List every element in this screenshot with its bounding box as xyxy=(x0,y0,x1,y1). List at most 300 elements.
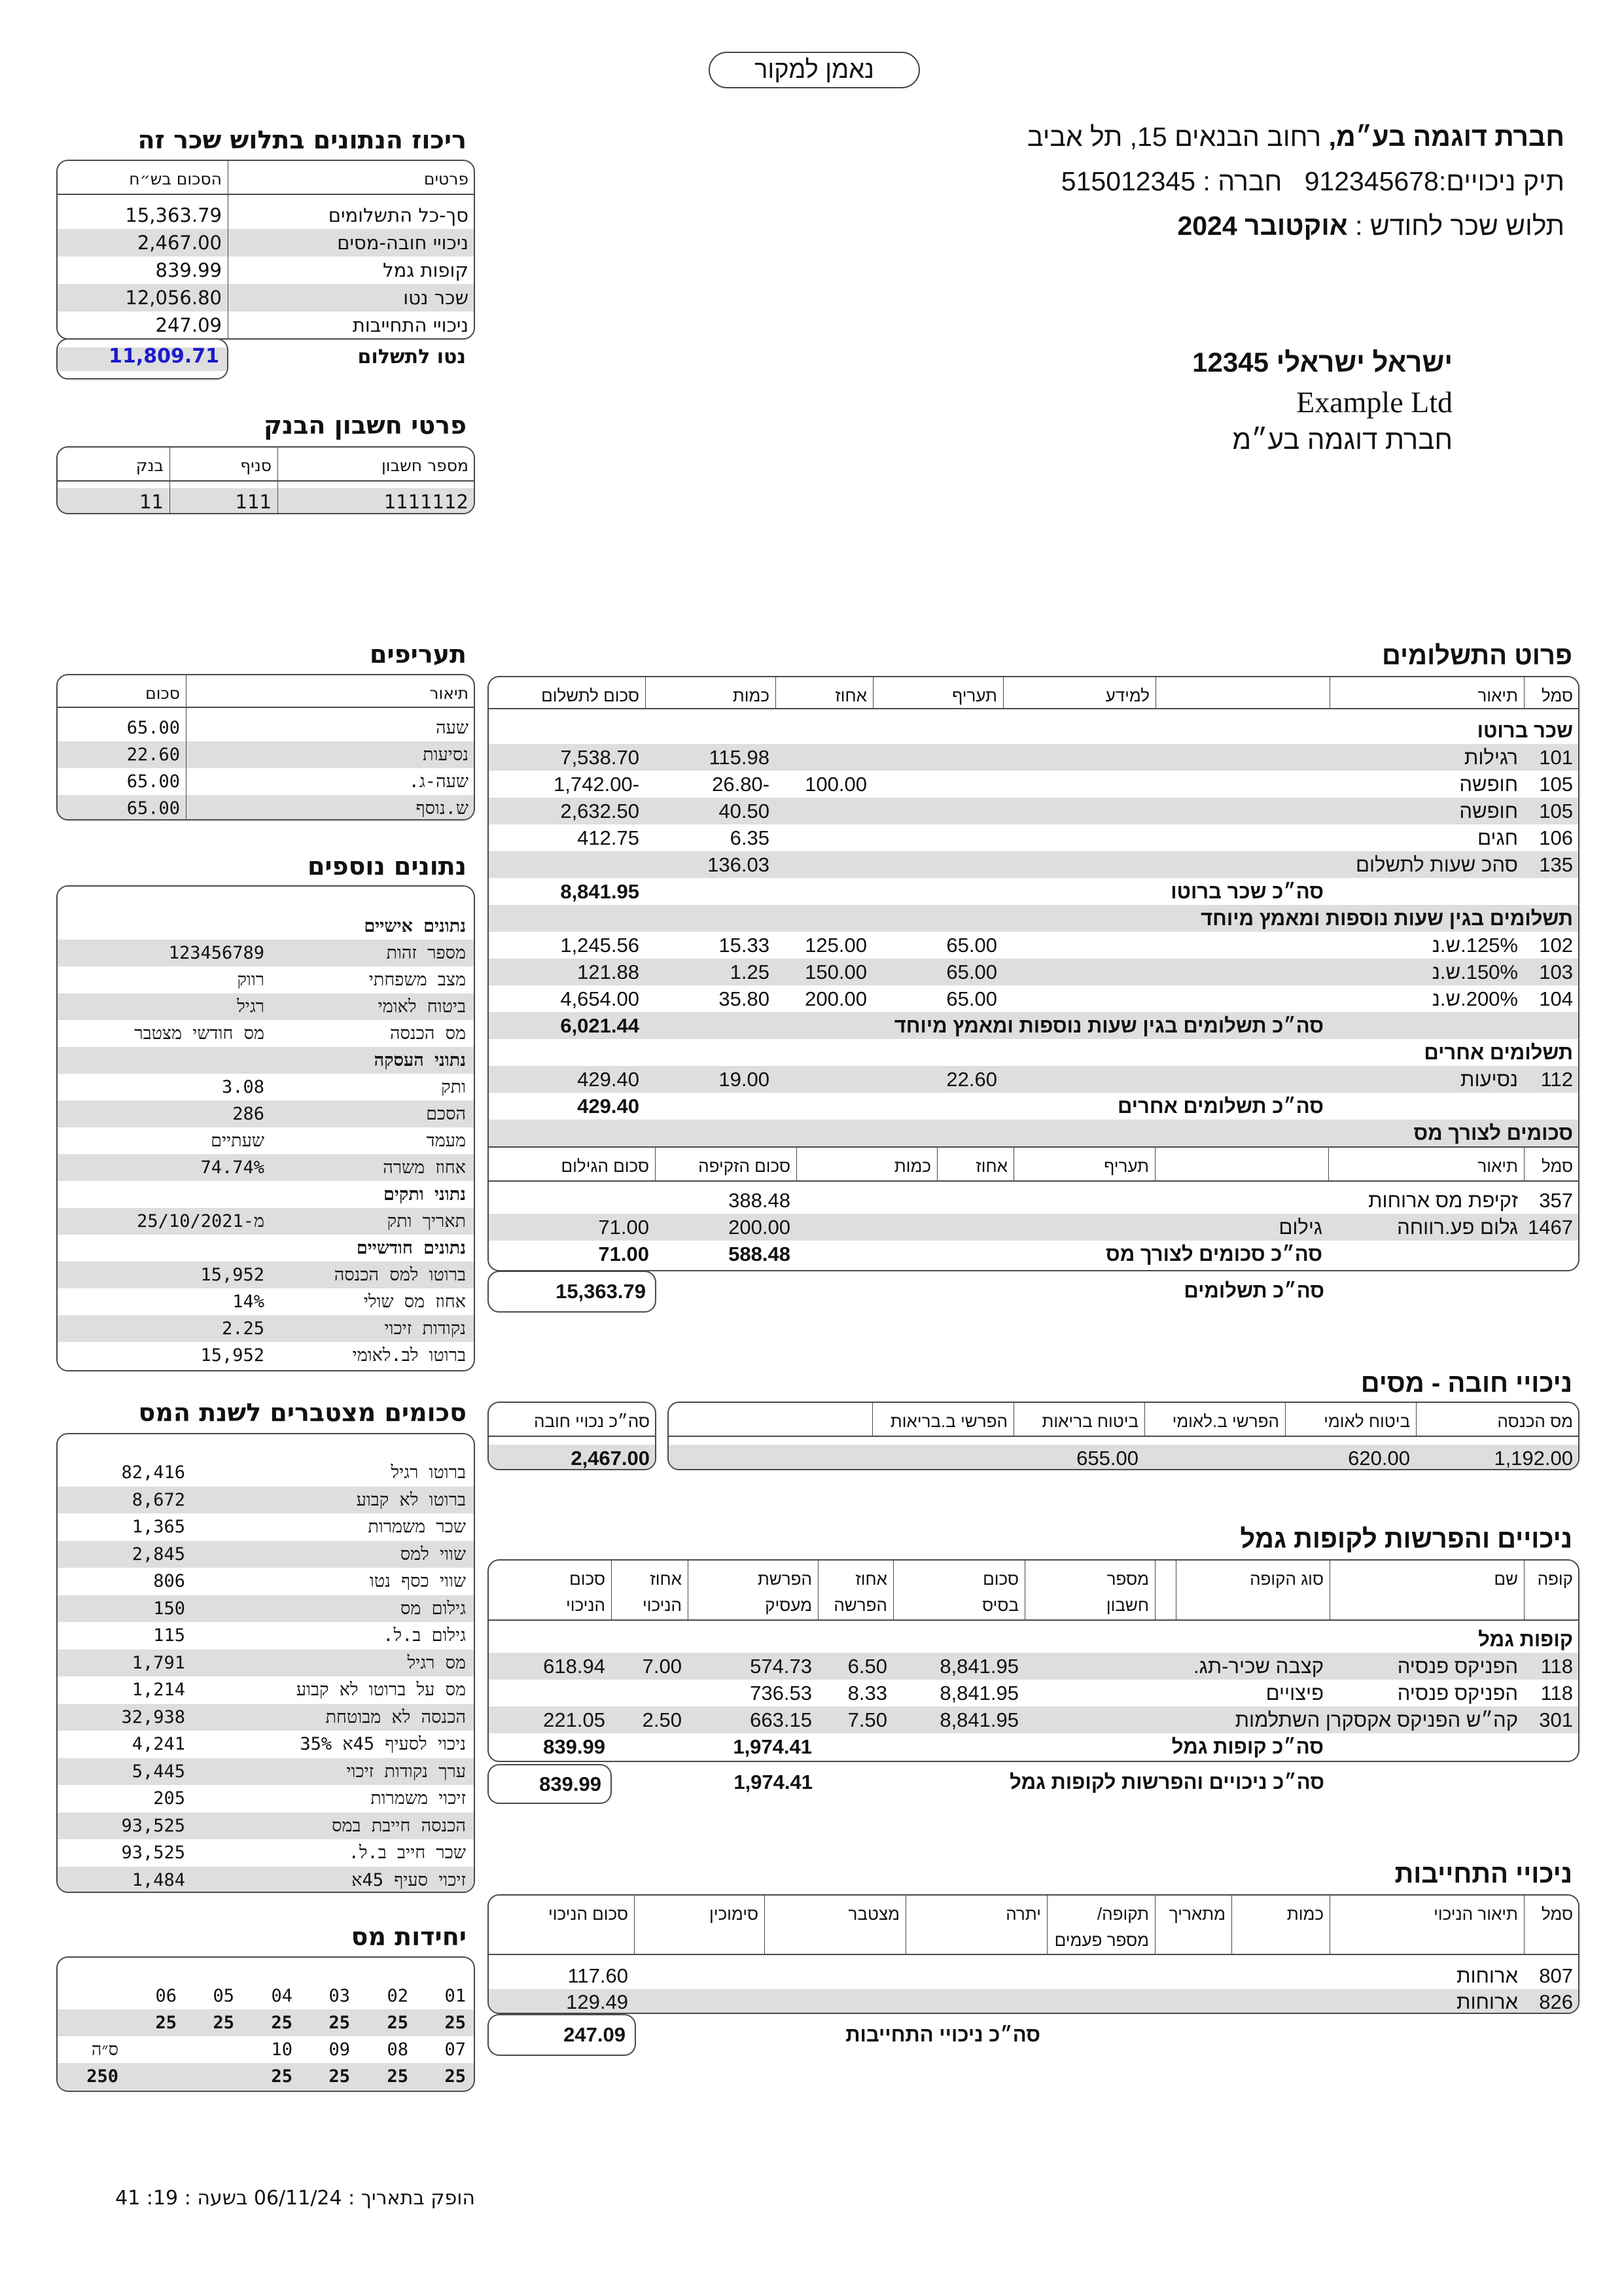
table-row xyxy=(489,1626,1578,1653)
table-row xyxy=(489,1241,1578,1267)
table-row xyxy=(489,798,1578,824)
payments-total-label: סה״כ תשלומים xyxy=(1184,1279,1324,1302)
table-cell xyxy=(1155,1039,1329,1066)
table-cell: 250 xyxy=(86,2066,118,2087)
column-header: סכום הזקיפה xyxy=(698,1156,790,1176)
table-cell xyxy=(610,1733,687,1760)
table-cell xyxy=(489,1039,644,1066)
table-cell: 22.60 xyxy=(126,745,180,765)
table-cell xyxy=(872,878,1002,905)
table-cell xyxy=(489,1680,610,1706)
table-cell: 125.00 xyxy=(805,933,867,957)
table-cell: 106 xyxy=(1539,826,1573,849)
column-header: סכום הניכוי xyxy=(548,1904,628,1924)
table-row xyxy=(58,1541,474,1568)
table-cell: 12,056.80 xyxy=(125,287,222,309)
table-cell: 1111112 xyxy=(383,490,468,513)
table-cell xyxy=(644,717,775,744)
table-cell: 25 xyxy=(271,2066,292,2087)
additional-title: נתונים נוספים xyxy=(307,852,467,881)
column-header: סה״כ נכויי חובה xyxy=(534,1411,650,1431)
table-cell: 115 xyxy=(153,1625,185,1646)
table-cell: שכר ברוטו xyxy=(1477,718,1573,742)
table-cell: 22.60 xyxy=(946,1067,997,1091)
table-cell xyxy=(892,1733,1024,1760)
table-cell: 112 xyxy=(1540,1067,1573,1091)
table-row xyxy=(58,1568,474,1595)
table-cell xyxy=(872,1120,1002,1146)
column-header: הסכום בש״ח xyxy=(129,169,222,188)
net-pay-label: נטו לתשלום xyxy=(357,345,466,368)
table-cell xyxy=(872,851,1002,878)
table-cell xyxy=(872,824,1002,851)
table-cell: 111 xyxy=(235,490,272,513)
table-cell: ביטוח לאומי xyxy=(378,997,466,1017)
table-cell xyxy=(687,1626,817,1653)
commitments-total-box xyxy=(487,2014,636,2056)
column-divider xyxy=(872,1403,874,1437)
table-cell xyxy=(1002,932,1155,959)
table-cell: חופשה xyxy=(1459,799,1518,822)
table-row xyxy=(58,1101,474,1127)
table-row xyxy=(489,1445,655,1470)
table-cell: 8.33 xyxy=(847,1681,887,1704)
table-row xyxy=(58,202,474,229)
table-cell xyxy=(905,1963,1046,1989)
table-cell xyxy=(1175,1706,1329,1733)
column-header: סכום בסיס xyxy=(982,1569,1019,1615)
column-divider xyxy=(1144,1403,1146,1437)
column-divider xyxy=(818,1561,819,1621)
column-divider xyxy=(1524,677,1525,709)
table-cell: 806 xyxy=(153,1571,185,1592)
column-divider xyxy=(1155,1146,1156,1182)
commitments-total-label: סה״כ ניכויי התחייבות xyxy=(845,2023,1040,2046)
table-row xyxy=(489,878,1578,905)
table-cell xyxy=(1329,1012,1523,1039)
net-pay-box xyxy=(56,338,228,380)
table-cell xyxy=(58,913,272,940)
column-divider xyxy=(1328,1146,1330,1182)
table-row xyxy=(58,940,474,966)
table-row xyxy=(58,993,474,1020)
table-cell: ברוטו למס הכנסה xyxy=(334,1265,466,1285)
table-cell xyxy=(644,878,775,905)
table-cell: סך-כל התשלומים xyxy=(328,204,468,226)
table-cell: 357 xyxy=(1539,1188,1573,1212)
column-header: סמל xyxy=(1541,686,1573,705)
table-cell: 2,845 xyxy=(132,1544,185,1564)
table-row xyxy=(489,1039,1578,1066)
table-cell xyxy=(1155,985,1329,1012)
column-divider xyxy=(688,1561,689,1621)
table-cell xyxy=(936,1214,1013,1241)
table-cell: 736.53 xyxy=(750,1681,812,1704)
table-body xyxy=(58,482,474,514)
printed-time-label: בשעה : xyxy=(184,2187,248,2210)
table-cell: 1.25 xyxy=(730,960,769,983)
table-row xyxy=(58,1235,474,1262)
table-header xyxy=(489,1403,655,1437)
commitments-title: ניכויי התחייבות xyxy=(1394,1860,1572,1888)
table-cell xyxy=(1002,851,1155,878)
table-cell: 247.09 xyxy=(155,314,222,336)
column-divider xyxy=(1155,1561,1156,1621)
table-cell: 6.50 xyxy=(847,1654,887,1678)
column-header: ביטוח לאומי xyxy=(1324,1411,1410,1431)
column-header: תעריף xyxy=(952,686,997,705)
table-cell: 104 xyxy=(1539,987,1573,1010)
table-cell xyxy=(1328,1241,1523,1267)
table-cell: מעמד xyxy=(426,1131,466,1151)
gemel-total-box xyxy=(487,1764,612,1804)
table-cell xyxy=(1002,798,1155,824)
mandatory-title: ניכויי חובה - מסים xyxy=(1360,1369,1572,1398)
table-cell xyxy=(775,744,872,771)
table-cell: נסיעות xyxy=(423,745,468,765)
table-row xyxy=(489,1214,1578,1241)
printed-label: הופק בתאריך : xyxy=(348,2187,475,2210)
table-cell xyxy=(1523,1733,1578,1760)
table-cell xyxy=(775,1012,872,1039)
table-row xyxy=(489,1093,1578,1120)
table-cell xyxy=(1002,771,1155,798)
table-cell xyxy=(489,851,644,878)
column-divider xyxy=(1155,1896,1156,1955)
table-cell: שעה xyxy=(436,718,468,738)
table-cell: סה״כ שכר ברוטו xyxy=(1171,879,1324,903)
table-cell: סה״כ קופות גמל xyxy=(1171,1735,1324,1758)
table-cell xyxy=(872,1093,1002,1120)
column-header: כמות xyxy=(732,686,769,705)
print-info xyxy=(115,2187,475,2210)
table-cell: 125%.ש.נ xyxy=(1432,933,1518,957)
table-cell xyxy=(1155,905,1329,932)
table-cell xyxy=(610,1680,687,1706)
table-cell xyxy=(1329,905,1523,932)
table-cell xyxy=(1155,1066,1329,1093)
table-cell: 15,363.79 xyxy=(125,204,222,226)
table-cell: סכומים לצורך מס xyxy=(1413,1121,1573,1144)
table-cell xyxy=(872,744,1002,771)
company-name: חברת דוגמה בע״מ, xyxy=(1328,122,1564,152)
table-cell: 25 xyxy=(328,2066,350,2087)
gemel-total-value: 839.99 xyxy=(539,1772,601,1795)
table-cell: ניכויי התחייבות xyxy=(352,314,468,336)
table-cell xyxy=(1523,1241,1578,1267)
table-cell: שעה-ג. xyxy=(408,771,468,792)
table-cell xyxy=(185,2063,242,2090)
table-cell xyxy=(872,717,1002,744)
table-cell xyxy=(905,1989,1046,2014)
tax-units-title: יחידות מס xyxy=(351,1922,467,1951)
table-cell xyxy=(644,1120,775,1146)
table-cell xyxy=(817,1733,892,1760)
column-divider xyxy=(169,448,171,513)
table-row xyxy=(58,1459,474,1487)
table-cell: 412.75 xyxy=(577,826,639,849)
table-cell: 82,416 xyxy=(121,1462,185,1483)
table-body xyxy=(489,1955,1578,2014)
table-row xyxy=(489,824,1578,851)
table-cell: -1,742.00 xyxy=(554,772,639,796)
column-divider xyxy=(775,677,777,709)
table-cell xyxy=(58,2009,126,2036)
table-cell: קה״ש הפניקס אקסקרן השתלמות xyxy=(1235,1708,1518,1731)
table-row xyxy=(489,1989,1578,2014)
table-cell xyxy=(1154,1963,1231,1989)
table-cell: 35.80 xyxy=(718,987,769,1010)
table-body xyxy=(489,709,1578,1146)
table-cell: 100.00 xyxy=(805,772,867,796)
table-cell: ברוטו לב.לאומי xyxy=(352,1345,466,1366)
table-cell xyxy=(1231,1989,1329,2014)
table-cell: 286 xyxy=(232,1104,264,1124)
table-cell: 8,841.95 xyxy=(940,1654,1019,1678)
table-cell: 74.74% xyxy=(200,1157,264,1178)
table-row xyxy=(58,1074,474,1101)
table-cell: 71.00 xyxy=(598,1242,649,1265)
table-row xyxy=(489,905,1578,932)
table-cell xyxy=(1046,1963,1154,1989)
table-cell: 2.25 xyxy=(221,1318,264,1339)
table-cell xyxy=(775,1039,872,1066)
table-row xyxy=(489,1963,1578,1989)
table-cell: 15.33 xyxy=(718,933,769,957)
table-row xyxy=(58,1731,474,1758)
table-row xyxy=(58,1487,474,1514)
table-cell: 1,192.00 xyxy=(1494,1446,1573,1470)
table-row xyxy=(58,1154,474,1181)
table-cell: גלום פע.רווחה xyxy=(1397,1215,1518,1239)
column-divider xyxy=(937,1146,938,1182)
column-divider xyxy=(764,1896,766,1955)
summary-table xyxy=(56,160,475,340)
table-cell: 25 xyxy=(213,2013,234,2033)
table-header xyxy=(489,1561,1578,1621)
table-cell: 8,841.95 xyxy=(940,1681,1019,1704)
mandatory-total-table xyxy=(487,1402,656,1470)
table-cell xyxy=(1024,1680,1154,1706)
table-row xyxy=(58,1676,474,1704)
table-cell: גילום xyxy=(1279,1215,1322,1239)
table-cell: 2,467.00 xyxy=(137,232,222,254)
table-cell: 02 xyxy=(387,1986,408,2006)
additional-data-table xyxy=(56,885,475,1371)
table-cell xyxy=(872,1012,1002,1039)
table-row xyxy=(669,1445,1578,1470)
table-cell: זקיפת מס ארוחות xyxy=(1368,1188,1518,1212)
table-body xyxy=(58,708,474,821)
table-cell: 93,525 xyxy=(121,1815,185,1836)
table-cell: 25 xyxy=(271,2013,292,2033)
table-cell: מס חודשי מצטבר xyxy=(134,1023,264,1044)
table-cell: 663.15 xyxy=(750,1708,812,1731)
payments-title: פרוט התשלומים xyxy=(1381,641,1572,670)
table-cell xyxy=(764,1989,905,2014)
table-cell xyxy=(1155,851,1329,878)
column-divider xyxy=(186,675,187,819)
table-cell: 150 xyxy=(153,1598,185,1619)
employee-name: ישראל ישראלי 12345 xyxy=(1192,347,1453,378)
table-cell: 7.50 xyxy=(847,1708,887,1731)
table-cell: סהכ שעות לתשלום xyxy=(1355,853,1518,876)
column-divider xyxy=(1231,1896,1233,1955)
table-header xyxy=(58,675,474,708)
table-cell: 200.00 xyxy=(805,987,867,1010)
table-cell: 05 xyxy=(213,1986,234,2006)
table-cell: 101 xyxy=(1539,745,1573,769)
table-cell: מס הכנסה xyxy=(389,1023,466,1044)
table-cell: 10 xyxy=(271,2040,292,2060)
column-divider xyxy=(1156,677,1157,709)
column-divider xyxy=(1025,1561,1026,1621)
table-cell: 2,632.50 xyxy=(560,799,639,822)
column-divider xyxy=(645,677,646,709)
table-cell: ניכויי חובה-מסים xyxy=(337,232,468,254)
column-header: סכום הגילום xyxy=(561,1156,649,1176)
table-cell xyxy=(1154,1706,1175,1733)
table-row xyxy=(58,2009,474,2036)
table-body xyxy=(489,1182,1578,1267)
table-row xyxy=(58,1208,474,1235)
table-cell: 6,021.44 xyxy=(560,1014,639,1037)
column-divider xyxy=(1014,1146,1015,1182)
table-cell: 105 xyxy=(1539,799,1573,822)
table-cell xyxy=(872,1445,1013,1470)
table-cell xyxy=(775,824,872,851)
table-cell: 19.00 xyxy=(718,1067,769,1091)
table-body xyxy=(58,887,474,1369)
table-header xyxy=(489,1896,1578,1955)
table-cell xyxy=(892,1626,1024,1653)
table-cell: הכנסה חייבת במס xyxy=(332,1815,466,1836)
column-header: מספר חשבון xyxy=(381,456,468,475)
table-cell xyxy=(775,717,872,744)
table-cell: 25 xyxy=(444,2066,466,2087)
column-header xyxy=(1154,1148,1328,1180)
table-cell: 1,484 xyxy=(132,1869,185,1890)
table-cell xyxy=(796,1187,936,1214)
table-cell: סה״כ תשלומים בגין שעות נוספות ומאמץ מיוחד xyxy=(894,1014,1324,1037)
table-cell: 04 xyxy=(271,1986,292,2006)
table-cell: 1,245.56 xyxy=(560,933,639,957)
table-row xyxy=(489,851,1578,878)
column-header: סכום לתשלום xyxy=(541,686,639,705)
table-cell xyxy=(1231,1963,1329,1989)
column-header: מתאריך xyxy=(1169,1904,1226,1924)
table-cell: 200.00 xyxy=(728,1215,790,1239)
company-line xyxy=(1027,122,1564,152)
table-cell: 25 xyxy=(387,2013,408,2033)
company-number-label: חברה : xyxy=(1203,166,1282,196)
table-cell: ארוחות xyxy=(1456,1990,1518,2013)
column-divider xyxy=(1003,677,1004,709)
table-cell xyxy=(775,878,872,905)
column-header: סמל xyxy=(1541,1904,1573,1924)
column-divider xyxy=(1176,1561,1177,1621)
table-cell xyxy=(1329,1039,1523,1066)
table-cell xyxy=(126,2036,185,2063)
table-cell xyxy=(610,1626,687,1653)
table-cell: הפניקס פנסיה xyxy=(1397,1654,1518,1678)
table-cell: 129.49 xyxy=(566,1990,628,2013)
company-address: רחוב הבנאים 15, תל אביב xyxy=(1027,122,1322,152)
column-header: תקופה/ מספר פעמים xyxy=(1054,1904,1149,1950)
table-cell xyxy=(1154,1626,1175,1653)
column-header: סוג הקופה xyxy=(1250,1569,1324,1589)
column-divider xyxy=(893,1561,894,1621)
table-cell xyxy=(775,1066,872,1093)
column-divider xyxy=(1330,1561,1331,1621)
table-cell xyxy=(489,905,644,932)
table-cell xyxy=(1013,1241,1154,1267)
table-cell: 221.05 xyxy=(543,1708,605,1731)
payments-table xyxy=(487,676,1580,1271)
table-cell xyxy=(633,1989,764,2014)
column-header: תיאור xyxy=(1477,1156,1518,1176)
table-cell: תאריך ותק xyxy=(387,1211,466,1231)
table-cell xyxy=(764,1963,905,1989)
table-cell xyxy=(58,1047,272,1074)
table-cell xyxy=(1155,717,1329,744)
column-header: יתרה xyxy=(1006,1904,1041,1924)
table-cell: קופות גמל xyxy=(383,259,468,281)
table-cell: 65.00 xyxy=(946,960,997,983)
table-cell: 65.00 xyxy=(126,798,180,819)
table-row xyxy=(58,795,474,821)
column-header xyxy=(1155,677,1329,708)
table-cell xyxy=(489,1120,644,1146)
table-cell: 6.35 xyxy=(730,826,769,849)
column-divider xyxy=(1524,1146,1525,1182)
table-cell: 1,365 xyxy=(132,1517,185,1538)
table-body xyxy=(669,1437,1578,1470)
column-header: תיאור xyxy=(429,684,468,703)
table-cell xyxy=(775,851,872,878)
table-cell xyxy=(1002,824,1155,851)
table-row xyxy=(58,966,474,993)
table-cell xyxy=(1002,1066,1155,1093)
table-cell: 65.00 xyxy=(126,718,180,738)
table-row xyxy=(58,229,474,256)
table-cell: 1,214 xyxy=(132,1680,185,1701)
column-divider xyxy=(1330,677,1331,709)
table-cell: 93,525 xyxy=(121,1843,185,1863)
table-cell: 7,538.70 xyxy=(560,745,639,769)
table-header xyxy=(669,1403,1578,1437)
employee-company-en: Example Ltd xyxy=(1296,385,1453,419)
column-header: ביטוח בריאות xyxy=(1042,1411,1139,1431)
printed-time: 19: 41 xyxy=(115,2187,179,2210)
table-cell: נתונים אישיים xyxy=(364,916,466,936)
table-row xyxy=(58,1785,474,1812)
table-cell xyxy=(1329,1626,1523,1653)
table-cell: ש.נוסף xyxy=(415,798,468,819)
company-number: 515012345 xyxy=(1061,166,1196,196)
table-cell xyxy=(1154,1733,1175,1760)
column-header: שם xyxy=(1494,1569,1518,1589)
table-cell: 1467 xyxy=(1528,1215,1573,1239)
table-cell xyxy=(1002,959,1155,985)
table-cell: ברוטו רגיל xyxy=(391,1462,466,1483)
table-body xyxy=(58,195,474,339)
table-body xyxy=(489,1621,1578,1760)
payments-tax-table xyxy=(489,1146,1578,1267)
table-row xyxy=(489,717,1578,744)
column-divider xyxy=(1047,1896,1048,1955)
mandatory-deductions-table xyxy=(667,1402,1580,1470)
